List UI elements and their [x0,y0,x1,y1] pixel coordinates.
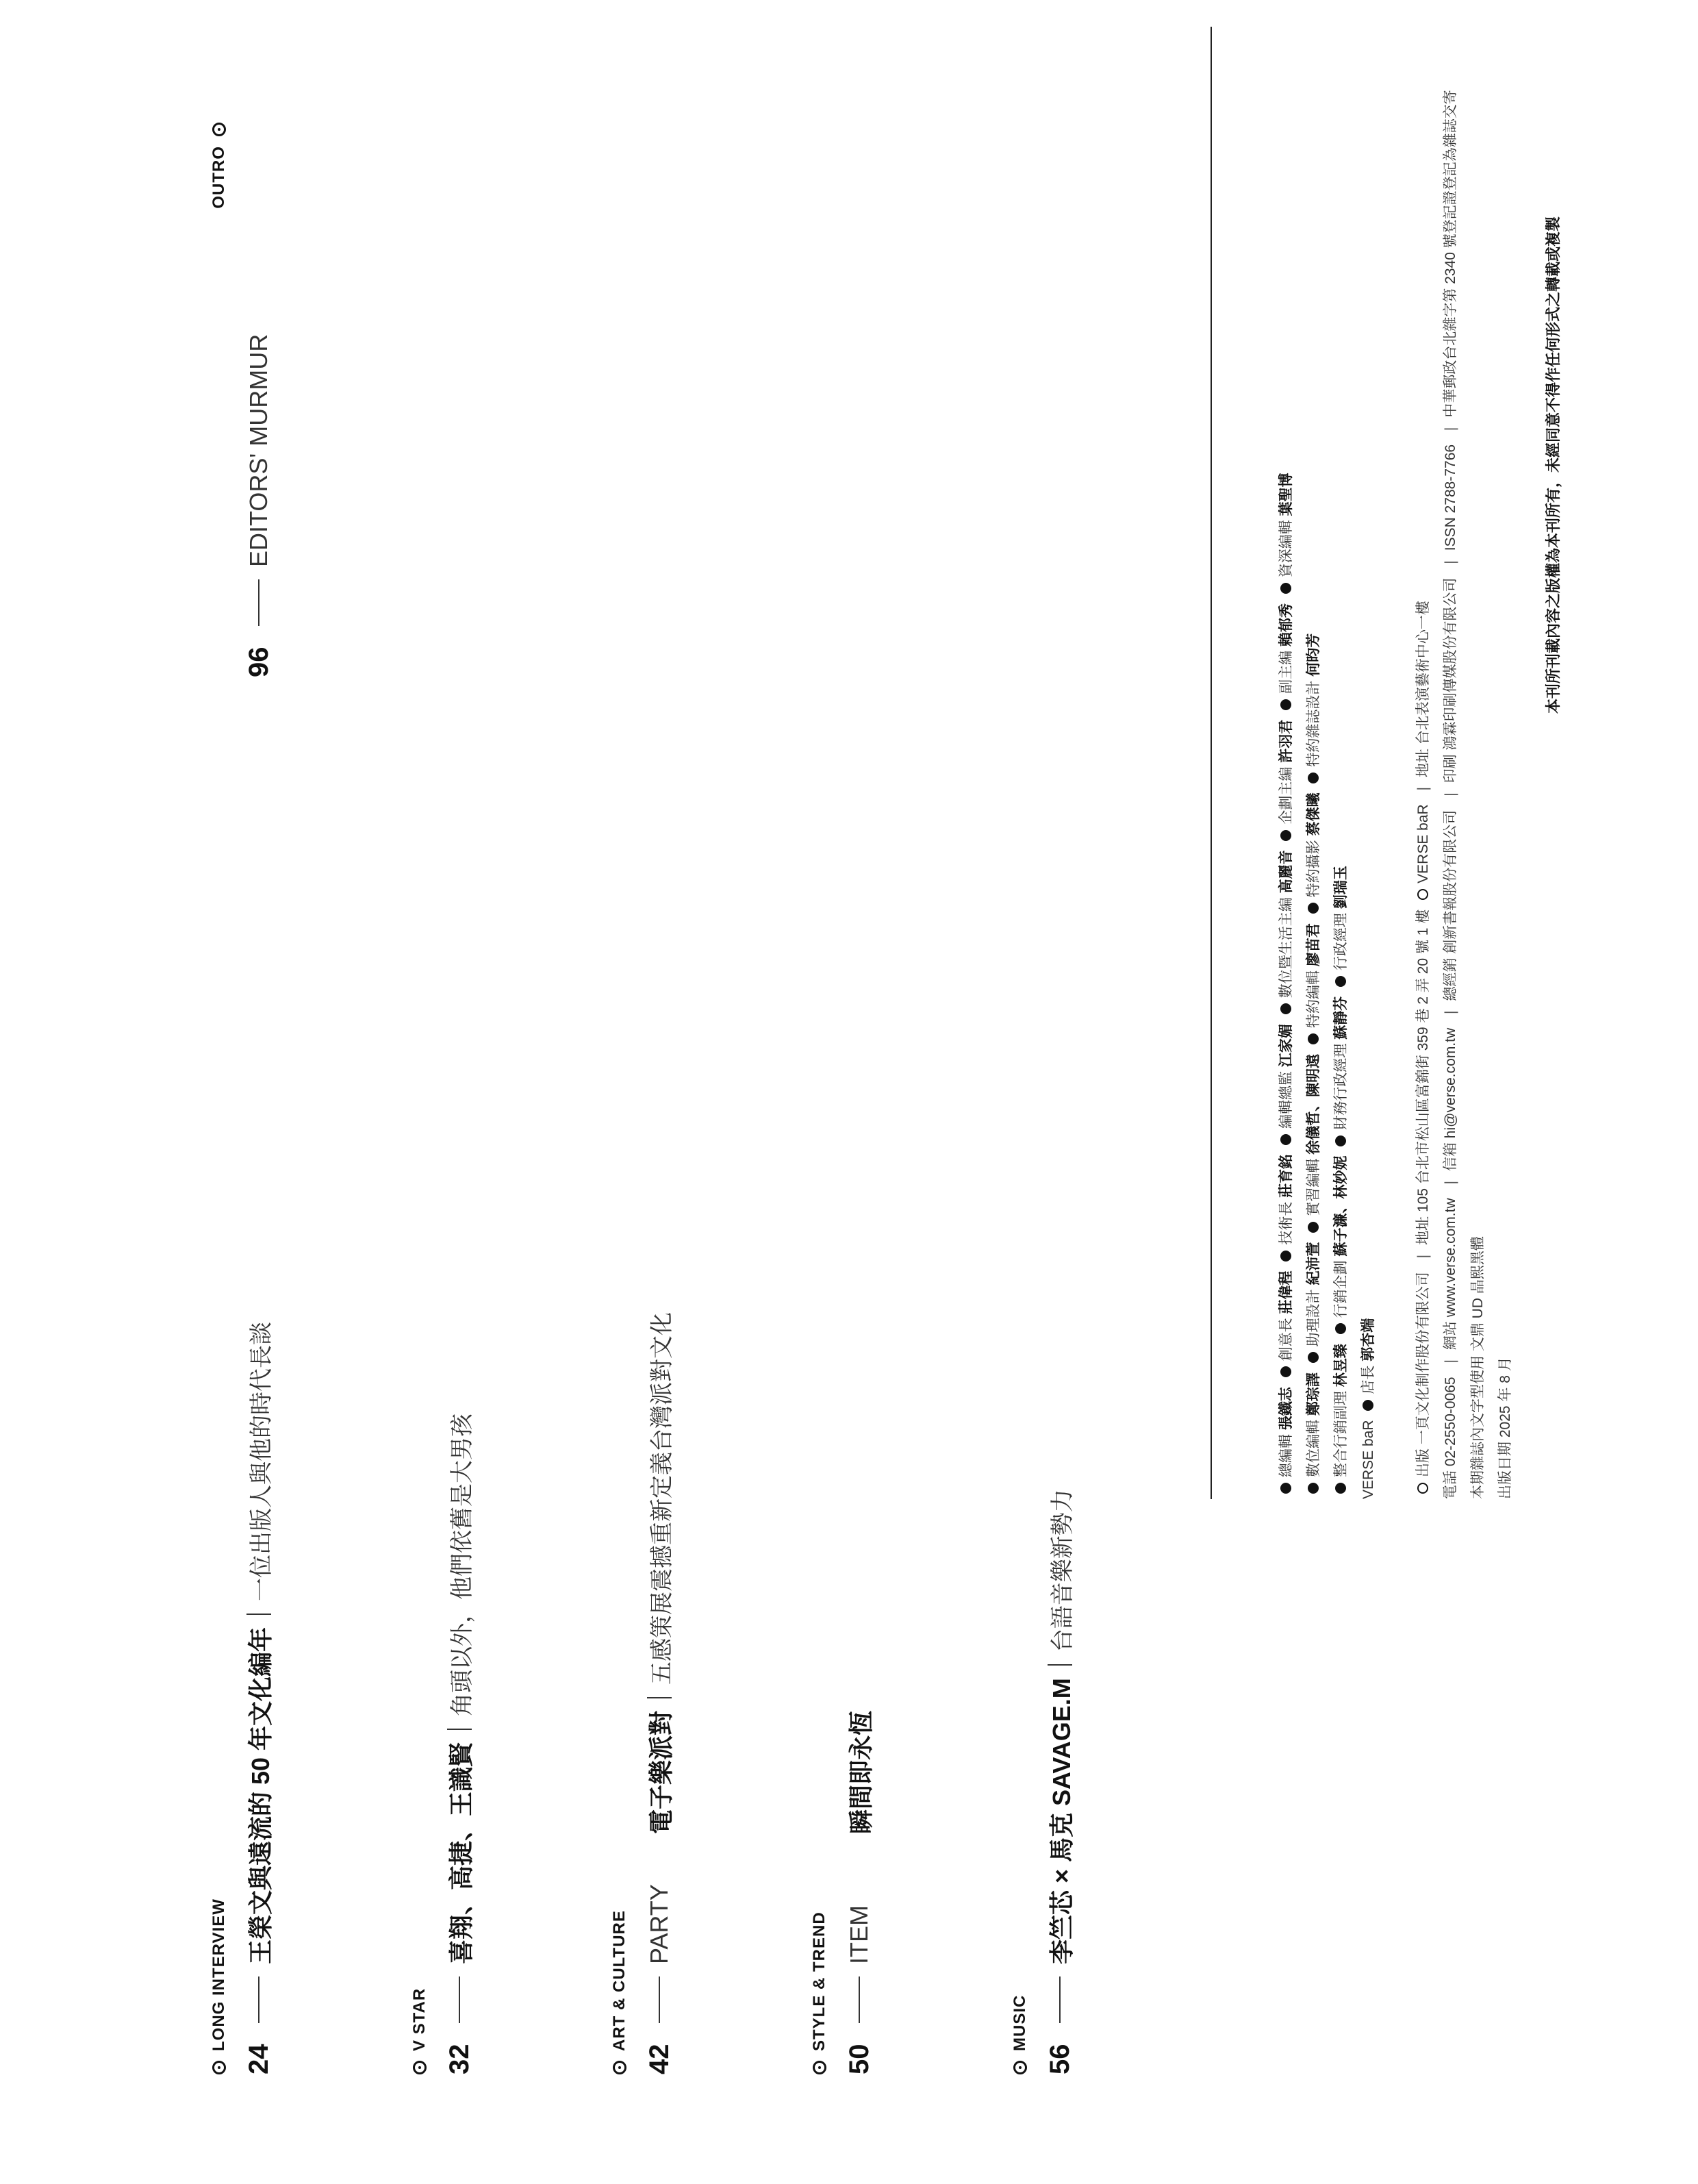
bullet-icon [1280,1134,1291,1145]
bullet-icon [1335,1323,1346,1334]
circle-dot-icon [813,2061,826,2074]
separator [447,1729,472,1730]
email-link[interactable]: 信箱 hi@verse.com.tw [1443,1027,1458,1172]
ring-icon [1417,889,1428,900]
toc-entry-long-interview[interactable] [205,1322,278,2074]
bullet-icon [1308,903,1319,914]
entry-subtitle: 一位出版人與他的時代長談 [248,1321,275,1601]
entry-subtitle: 台語音樂新勢力 [1049,1489,1076,1653]
separator [647,1697,672,1698]
separator [246,1614,271,1615]
masthead-row-3: 整合行銷副理 林昱臻 行銷企劃 蘇子濂、林妙妮 財務行政經理 蘇靜芬 行政經理 劉瑞玉 [1330,27,1350,1499]
toc-entry-style-trend[interactable] [806,1711,878,2074]
bullet-icon [1280,583,1291,594]
entry-title: 瞬間即永恆 [846,1710,875,1834]
bullet-icon [1280,1483,1291,1494]
section-label: STYLE & TREND [810,1911,828,2051]
entry-category: ITEM [845,1905,873,1964]
entry-title: 王榮文與遠流的 50 年文化編年 [246,1627,275,1964]
bullet-icon [1280,830,1291,841]
toc-entry-outro[interactable] [205,123,278,677]
ring-icon [1417,1483,1428,1494]
entry-subtitle: 五感策展震撼重新定義台灣派對文化 [648,1311,675,1685]
copyright-notice: 本刊所刊載內容之版權為本刊所有，未經同意不得作任何形式之轉載或複製 [1545,216,1562,714]
section-label: OUTRO [210,146,228,209]
dash-divider [1059,1976,1061,2023]
entry-title: 李竺芯 × 馬克 SAVAGE.M [1047,1678,1076,1964]
bullet-icon [1280,1251,1291,1262]
bullet-icon [1280,699,1291,710]
masthead-row-4: VERSE baR 店長 郭杏端 [1360,1318,1376,1499]
bullet-icon [1335,1483,1346,1494]
circle-dot-icon [413,2061,427,2074]
entry-title: 電子樂派對 [646,1710,675,1834]
bullet-icon [1308,1033,1319,1044]
dash-divider [859,1976,860,2023]
section-label: MUSIC [1011,1994,1029,2051]
horizontal-divider [1211,27,1212,1499]
circle-dot-icon [613,2061,626,2074]
masthead-row-2: 數位編輯 鄭琮譯 助理設計 紀沛萱 實習編輯 徐儀哲、陳明遠 特約編輯 廖苗君 特約攝影 蔡傑曦 特約雜誌設計 何昀芳 [1302,27,1323,1499]
dash-divider [258,579,259,626]
dash-divider [258,1976,259,2023]
bullet-icon [1280,1003,1291,1014]
publisher-line-2: 電話 02-2550-0065 |網站 www.verse.com.tw |信箱 hi@verse.com.tw |總經銷 創新書報股份有限公司 |印刷 鴻霖印刷傳媒股份有限公司 |ISSN 2788-7766 |中華郵政台北雜字第 2340 號登記證登記為雜誌交寄 [1443,90,1458,1499]
website-link[interactable]: 網站 www.verse.com.tw [1443,1198,1458,1351]
toc-entry-v-star[interactable] [406,1414,479,2074]
bullet-icon [1335,1135,1346,1146]
bullet-icon [1308,773,1319,783]
bullet-icon [1308,1222,1319,1233]
bullet-icon [1335,976,1346,987]
masthead-row-1: 總編輯 張鐵志 創意長 莊偉程 技術長 莊育銘 編輯總監 江家媚 數位暨生活主編 高麗音 企劃主編 許羽君 副主編 賴郁秀 資深編輯 葉聖博 [1275,27,1295,1499]
circle-dot-icon [1013,2061,1027,2074]
separator [1048,1664,1072,1666]
toc-entry-music[interactable] [1006,1489,1079,2074]
page-number: 56 [1044,2044,1075,2074]
circle-dot-icon [212,123,226,136]
toc-entry-art-culture[interactable] [606,1312,679,2074]
section-label: V STAR [410,1987,429,2051]
bullet-icon [1308,1483,1319,1494]
dash-divider [459,1976,460,2023]
page-number: 24 [243,2044,274,2074]
entry-title: 喜翔、高捷、王識賢 [446,1742,475,1964]
dash-divider [659,1976,660,2023]
page-number: 96 [243,647,274,677]
section-label: ART & CULTURE [610,1910,629,2051]
entry-title: EDITORS' MURMUR [244,334,273,567]
publisher-line-4: 出版日期 2025 年 8 月 [1497,1357,1513,1499]
entry-category: PARTY [645,1884,673,1964]
bullet-icon [1280,1366,1291,1377]
page-number: 32 [444,2044,474,2074]
circle-dot-icon [212,2061,226,2074]
section-label: LONG INTERVIEW [210,1898,228,2051]
bullet-icon [1363,1400,1373,1411]
page-number: 50 [844,2044,874,2074]
publisher-line-3: 本期雜誌內文字型使用 文鼎 UD 晶熙黑體 [1470,1236,1486,1499]
entry-subtitle: 角頭以外，他們依舊是大男孩 [448,1413,475,1716]
bullet-icon [1308,1352,1319,1363]
publisher-line-1: 出版 一頁文化制作股份有限公司 |地址 105 台北市松山區富錦街 359 巷 2 弄 20 號 1 樓 VERSE baR |地址 台北表演藝術中心一樓 [1412,27,1432,1499]
page-number: 42 [644,2044,674,2074]
